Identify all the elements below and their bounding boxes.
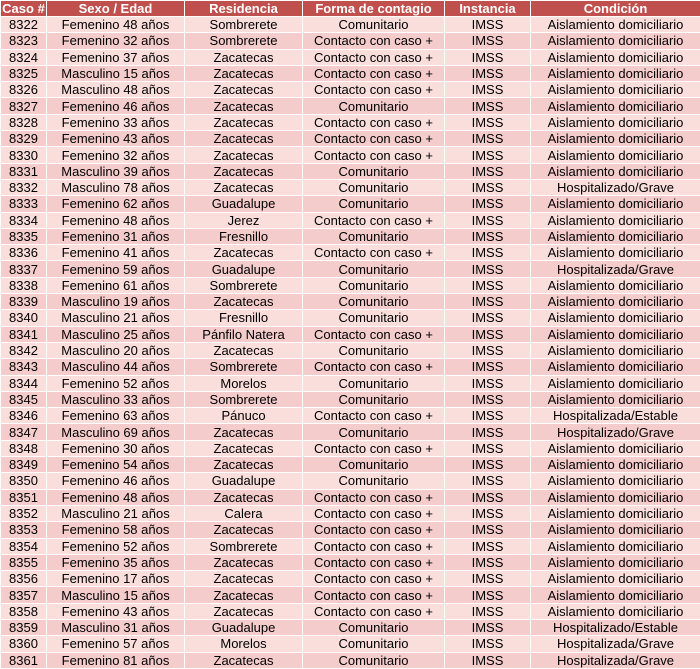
cell-sex-age: Masculino 31 años (47, 619, 185, 635)
cell-sex-age: Masculino 25 años (47, 326, 185, 342)
cell-residence: Zacatecas (185, 147, 303, 163)
cell-sex-age: Femenino 81 años (47, 652, 185, 668)
cell-sex-age: Femenino 37 años (47, 49, 185, 65)
cell-residence: Zacatecas (185, 652, 303, 668)
cell-sex-age: Masculino 69 años (47, 424, 185, 440)
cell-case-number: 8331 (1, 163, 47, 179)
cell-case-number: 8358 (1, 603, 47, 619)
cell-residence: Morelos (185, 375, 303, 391)
cell-case-number: 8359 (1, 619, 47, 635)
cell-condition: Aislamiento domiciliario (531, 326, 700, 342)
cell-sex-age: Masculino 15 años (47, 65, 185, 81)
table-row (1, 408, 700, 424)
cell-institution: IMSS (445, 196, 531, 212)
cell-case-number: 8344 (1, 375, 47, 391)
cell-condition: Aislamiento domiciliario (531, 440, 700, 456)
cell-case-number: 8348 (1, 440, 47, 456)
cell-residence: Sombrerete (185, 538, 303, 554)
cell-condition: Aislamiento domiciliario (531, 342, 700, 358)
cell-case-number: 8327 (1, 98, 47, 114)
cell-case-number: 8342 (1, 342, 47, 358)
cell-condition: Aislamiento domiciliario (531, 473, 700, 489)
header-contagion-type: Forma de contagio (303, 1, 445, 17)
cell-institution: IMSS (445, 505, 531, 521)
cell-contagion-type: Contacto con caso + (303, 489, 445, 505)
cell-residence: Sombrerete (185, 359, 303, 375)
cell-contagion-type: Contacto con caso + (303, 245, 445, 261)
cell-condition: Hospitalizado/Grave (531, 424, 700, 440)
cell-residence: Zacatecas (185, 342, 303, 358)
cell-contagion-type: Comunitario (303, 163, 445, 179)
table-row (1, 212, 700, 228)
cell-sex-age: Femenino 48 años (47, 489, 185, 505)
cell-sex-age: Femenino 32 años (47, 147, 185, 163)
cell-case-number: 8333 (1, 196, 47, 212)
table-row (1, 326, 700, 342)
cell-residence: Jerez (185, 212, 303, 228)
table-row (1, 261, 700, 277)
cell-institution: IMSS (445, 342, 531, 358)
cell-institution: IMSS (445, 652, 531, 668)
cell-contagion-type: Contacto con caso + (303, 587, 445, 603)
cell-condition: Aislamiento domiciliario (531, 49, 700, 65)
table-row (1, 179, 700, 195)
cell-condition: Aislamiento domiciliario (531, 505, 700, 521)
cell-contagion-type: Comunitario (303, 261, 445, 277)
cell-sex-age: Femenino 48 años (47, 17, 185, 33)
cell-case-number: 8340 (1, 310, 47, 326)
table-row (1, 636, 700, 652)
cell-sex-age: Femenino 17 años (47, 571, 185, 587)
cell-sex-age: Femenino 35 años (47, 554, 185, 570)
cell-institution: IMSS (445, 473, 531, 489)
cell-case-number: 8349 (1, 457, 47, 473)
cell-institution: IMSS (445, 359, 531, 375)
cell-sex-age: Masculino 19 años (47, 294, 185, 310)
cell-sex-age: Masculino 39 años (47, 163, 185, 179)
cell-case-number: 8357 (1, 587, 47, 603)
table-row (1, 98, 700, 114)
cell-condition: Hospitalizada/Grave (531, 636, 700, 652)
cell-case-number: 8334 (1, 212, 47, 228)
table-row (1, 17, 700, 33)
cell-sex-age: Masculino 44 años (47, 359, 185, 375)
table-row (1, 163, 700, 179)
cell-case-number: 8337 (1, 261, 47, 277)
cell-institution: IMSS (445, 619, 531, 635)
cell-condition: Aislamiento domiciliario (531, 196, 700, 212)
table-row (1, 473, 700, 489)
cell-condition: Aislamiento domiciliario (531, 538, 700, 554)
cell-condition: Aislamiento domiciliario (531, 554, 700, 570)
cell-contagion-type: Comunitario (303, 652, 445, 668)
table-header (1, 1, 700, 17)
cell-case-number: 8336 (1, 245, 47, 261)
cell-contagion-type: Contacto con caso + (303, 147, 445, 163)
cell-sex-age: Femenino 32 años (47, 33, 185, 49)
cell-residence: Zacatecas (185, 603, 303, 619)
cell-condition: Aislamiento domiciliario (531, 489, 700, 505)
cell-contagion-type: Comunitario (303, 457, 445, 473)
cell-residence: Zacatecas (185, 82, 303, 98)
cell-condition: Aislamiento domiciliario (531, 147, 700, 163)
cell-contagion-type: Contacto con caso + (303, 131, 445, 147)
cell-contagion-type: Comunitario (303, 424, 445, 440)
table-row (1, 619, 700, 635)
cell-sex-age: Femenino 41 años (47, 245, 185, 261)
table-row (1, 310, 700, 326)
cell-institution: IMSS (445, 98, 531, 114)
cell-institution: IMSS (445, 310, 531, 326)
cell-contagion-type: Comunitario (303, 342, 445, 358)
cell-institution: IMSS (445, 522, 531, 538)
cell-condition: Aislamiento domiciliario (531, 603, 700, 619)
table-row (1, 391, 700, 407)
cell-institution: IMSS (445, 277, 531, 293)
cell-institution: IMSS (445, 212, 531, 228)
cell-condition: Aislamiento domiciliario (531, 212, 700, 228)
cell-sex-age: Femenino 52 años (47, 538, 185, 554)
cell-institution: IMSS (445, 440, 531, 456)
cell-case-number: 8323 (1, 33, 47, 49)
cell-case-number: 8338 (1, 277, 47, 293)
cell-case-number: 8361 (1, 652, 47, 668)
cell-residence: Zacatecas (185, 179, 303, 195)
cell-residence: Zacatecas (185, 98, 303, 114)
cell-case-number: 8352 (1, 505, 47, 521)
table-row (1, 457, 700, 473)
cell-residence: Zacatecas (185, 49, 303, 65)
cell-institution: IMSS (445, 424, 531, 440)
cell-sex-age: Masculino 48 años (47, 82, 185, 98)
table-row (1, 375, 700, 391)
cell-institution: IMSS (445, 261, 531, 277)
cell-contagion-type: Contacto con caso + (303, 440, 445, 456)
cell-sex-age: Femenino 31 años (47, 228, 185, 244)
table-row (1, 228, 700, 244)
cell-institution: IMSS (445, 33, 531, 49)
table-row (1, 342, 700, 358)
cell-contagion-type: Comunitario (303, 196, 445, 212)
cell-contagion-type: Contacto con caso + (303, 505, 445, 521)
cell-case-number: 8353 (1, 522, 47, 538)
cell-condition: Aislamiento domiciliario (531, 33, 700, 49)
cell-institution: IMSS (445, 571, 531, 587)
cell-residence: Zacatecas (185, 65, 303, 81)
cell-residence: Zacatecas (185, 522, 303, 538)
cell-contagion-type: Contacto con caso + (303, 49, 445, 65)
cell-residence: Zacatecas (185, 245, 303, 261)
cell-case-number: 8322 (1, 17, 47, 33)
cell-condition: Aislamiento domiciliario (531, 587, 700, 603)
cell-condition: Hospitalizada/Estable (531, 408, 700, 424)
cell-institution: IMSS (445, 391, 531, 407)
cell-residence: Pánuco (185, 408, 303, 424)
cell-contagion-type: Comunitario (303, 310, 445, 326)
cell-contagion-type: Comunitario (303, 391, 445, 407)
cell-institution: IMSS (445, 457, 531, 473)
cell-case-number: 8343 (1, 359, 47, 375)
cell-contagion-type: Comunitario (303, 619, 445, 635)
cell-residence: Calera (185, 505, 303, 521)
cell-institution: IMSS (445, 49, 531, 65)
cell-contagion-type: Contacto con caso + (303, 538, 445, 554)
cell-condition: Aislamiento domiciliario (531, 98, 700, 114)
table-row (1, 652, 700, 668)
cell-residence: Zacatecas (185, 489, 303, 505)
cell-residence: Sombrerete (185, 17, 303, 33)
cell-condition: Aislamiento domiciliario (531, 65, 700, 81)
table-row (1, 489, 700, 505)
table-row (1, 603, 700, 619)
cell-condition: Aislamiento domiciliario (531, 131, 700, 147)
table-row (1, 554, 700, 570)
cell-sex-age: Femenino 48 años (47, 212, 185, 228)
cell-institution: IMSS (445, 114, 531, 130)
cell-case-number: 8350 (1, 473, 47, 489)
cell-sex-age: Masculino 21 años (47, 505, 185, 521)
table-row (1, 65, 700, 81)
cell-sex-age: Femenino 61 años (47, 277, 185, 293)
cell-institution: IMSS (445, 587, 531, 603)
cell-contagion-type: Comunitario (303, 277, 445, 293)
table-row (1, 424, 700, 440)
cell-contagion-type: Contacto con caso + (303, 603, 445, 619)
cell-condition: Aislamiento domiciliario (531, 163, 700, 179)
cell-case-number: 8330 (1, 147, 47, 163)
cell-contagion-type: Contacto con caso + (303, 114, 445, 130)
header-condition: Condición (531, 1, 700, 17)
table-row (1, 294, 700, 310)
cell-residence: Zacatecas (185, 440, 303, 456)
cell-contagion-type: Contacto con caso + (303, 571, 445, 587)
cell-residence: Fresnillo (185, 228, 303, 244)
cell-case-number: 8329 (1, 131, 47, 147)
cell-residence: Zacatecas (185, 554, 303, 570)
cell-condition: Aislamiento domiciliario (531, 277, 700, 293)
cell-contagion-type: Contacto con caso + (303, 82, 445, 98)
cell-sex-age: Masculino 78 años (47, 179, 185, 195)
cell-residence: Zacatecas (185, 457, 303, 473)
cell-condition: Aislamiento domiciliario (531, 457, 700, 473)
table-row (1, 505, 700, 521)
table-row (1, 196, 700, 212)
cell-condition: Hospitalizada/Grave (531, 261, 700, 277)
cell-sex-age: Masculino 15 años (47, 587, 185, 603)
cell-contagion-type: Comunitario (303, 636, 445, 652)
cell-sex-age: Femenino 52 años (47, 375, 185, 391)
cell-condition: Aislamiento domiciliario (531, 391, 700, 407)
cell-sex-age: Femenino 30 años (47, 440, 185, 456)
cell-contagion-type: Comunitario (303, 179, 445, 195)
cell-residence: Sombrerete (185, 33, 303, 49)
cell-condition: Aislamiento domiciliario (531, 310, 700, 326)
cell-case-number: 8332 (1, 179, 47, 195)
table-row (1, 147, 700, 163)
cell-contagion-type: Contacto con caso + (303, 212, 445, 228)
table-row (1, 82, 700, 98)
cell-institution: IMSS (445, 538, 531, 554)
cell-institution: IMSS (445, 82, 531, 98)
cell-condition: Aislamiento domiciliario (531, 17, 700, 33)
cell-case-number: 8355 (1, 554, 47, 570)
cell-institution: IMSS (445, 326, 531, 342)
cell-institution: IMSS (445, 163, 531, 179)
cell-residence: Guadalupe (185, 473, 303, 489)
cell-case-number: 8324 (1, 49, 47, 65)
cell-contagion-type: Contacto con caso + (303, 522, 445, 538)
cell-contagion-type: Contacto con caso + (303, 326, 445, 342)
cell-sex-age: Femenino 46 años (47, 98, 185, 114)
cell-residence: Sombrerete (185, 391, 303, 407)
table-row (1, 571, 700, 587)
table-row (1, 522, 700, 538)
table-row (1, 538, 700, 554)
cell-institution: IMSS (445, 294, 531, 310)
cell-residence: Fresnillo (185, 310, 303, 326)
cell-institution: IMSS (445, 636, 531, 652)
cell-contagion-type: Comunitario (303, 375, 445, 391)
cell-condition: Aislamiento domiciliario (531, 522, 700, 538)
cell-condition: Aislamiento domiciliario (531, 245, 700, 261)
cell-sex-age: Femenino 43 años (47, 131, 185, 147)
cell-contagion-type: Contacto con caso + (303, 33, 445, 49)
table-row (1, 359, 700, 375)
cell-case-number: 8335 (1, 228, 47, 244)
cell-institution: IMSS (445, 65, 531, 81)
cell-contagion-type: Comunitario (303, 98, 445, 114)
cell-case-number: 8356 (1, 571, 47, 587)
cell-contagion-type: Contacto con caso + (303, 65, 445, 81)
cell-institution: IMSS (445, 375, 531, 391)
cell-case-number: 8339 (1, 294, 47, 310)
cell-condition: Hospitalizado/Estable (531, 619, 700, 635)
cell-case-number: 8345 (1, 391, 47, 407)
cell-condition: Aislamiento domiciliario (531, 294, 700, 310)
cell-residence: Zacatecas (185, 294, 303, 310)
cell-sex-age: Masculino 21 años (47, 310, 185, 326)
cell-institution: IMSS (445, 147, 531, 163)
cell-condition: Aislamiento domiciliario (531, 375, 700, 391)
cell-condition: Aislamiento domiciliario (531, 571, 700, 587)
cell-case-number: 8351 (1, 489, 47, 505)
cell-institution: IMSS (445, 603, 531, 619)
cell-residence: Guadalupe (185, 619, 303, 635)
cell-contagion-type: Contacto con caso + (303, 359, 445, 375)
cell-case-number: 8341 (1, 326, 47, 342)
cell-sex-age: Femenino 58 años (47, 522, 185, 538)
cell-sex-age: Femenino 54 años (47, 457, 185, 473)
table-row (1, 277, 700, 293)
header-sex-age: Sexo / Edad (47, 1, 185, 17)
cell-residence: Zacatecas (185, 131, 303, 147)
cell-contagion-type: Comunitario (303, 228, 445, 244)
table-row (1, 131, 700, 147)
cell-institution: IMSS (445, 489, 531, 505)
cell-condition: Hospitalizada/Grave (531, 652, 700, 668)
cell-case-number: 8326 (1, 82, 47, 98)
header-row (1, 1, 700, 17)
cell-sex-age: Femenino 46 años (47, 473, 185, 489)
cell-residence: Sombrerete (185, 277, 303, 293)
cell-residence: Pánfilo Natera (185, 326, 303, 342)
cell-case-number: 8347 (1, 424, 47, 440)
cell-sex-age: Femenino 43 años (47, 603, 185, 619)
cell-institution: IMSS (445, 179, 531, 195)
header-case-number: Caso # (1, 1, 47, 17)
cell-case-number: 8346 (1, 408, 47, 424)
cell-condition: Aislamiento domiciliario (531, 359, 700, 375)
cell-contagion-type: Comunitario (303, 294, 445, 310)
cell-institution: IMSS (445, 228, 531, 244)
cell-sex-age: Femenino 57 años (47, 636, 185, 652)
cell-sex-age: Femenino 63 años (47, 408, 185, 424)
cell-institution: IMSS (445, 245, 531, 261)
cell-sex-age: Femenino 62 años (47, 196, 185, 212)
cell-condition: Aislamiento domiciliario (531, 82, 700, 98)
cell-condition: Aislamiento domiciliario (531, 114, 700, 130)
cell-case-number: 8325 (1, 65, 47, 81)
table-row (1, 440, 700, 456)
cell-sex-age: Masculino 20 años (47, 342, 185, 358)
cell-residence: Guadalupe (185, 196, 303, 212)
table-row (1, 245, 700, 261)
cell-sex-age: Femenino 33 años (47, 114, 185, 130)
cell-sex-age: Femenino 59 años (47, 261, 185, 277)
cell-case-number: 8360 (1, 636, 47, 652)
cell-contagion-type: Comunitario (303, 473, 445, 489)
cell-residence: Zacatecas (185, 587, 303, 603)
table-row (1, 49, 700, 65)
cell-residence: Zacatecas (185, 571, 303, 587)
table-row (1, 114, 700, 130)
table-body (1, 17, 700, 669)
cell-residence: Zacatecas (185, 114, 303, 130)
cell-case-number: 8354 (1, 538, 47, 554)
cell-contagion-type: Contacto con caso + (303, 408, 445, 424)
cell-contagion-type: Comunitario (303, 17, 445, 33)
cell-institution: IMSS (445, 131, 531, 147)
cell-residence: Guadalupe (185, 261, 303, 277)
header-residence: Residencia (185, 1, 303, 17)
header-institution: Instancia (445, 1, 531, 17)
cell-contagion-type: Contacto con caso + (303, 554, 445, 570)
cell-case-number: 8328 (1, 114, 47, 130)
cell-institution: IMSS (445, 408, 531, 424)
cell-institution: IMSS (445, 17, 531, 33)
cell-residence: Zacatecas (185, 424, 303, 440)
cell-institution: IMSS (445, 554, 531, 570)
cell-sex-age: Masculino 33 años (47, 391, 185, 407)
table-row (1, 33, 700, 49)
cell-condition: Hospitalizado/Grave (531, 179, 700, 195)
cell-residence: Morelos (185, 636, 303, 652)
cell-residence: Zacatecas (185, 163, 303, 179)
table-row (1, 587, 700, 603)
cell-condition: Aislamiento domiciliario (531, 228, 700, 244)
